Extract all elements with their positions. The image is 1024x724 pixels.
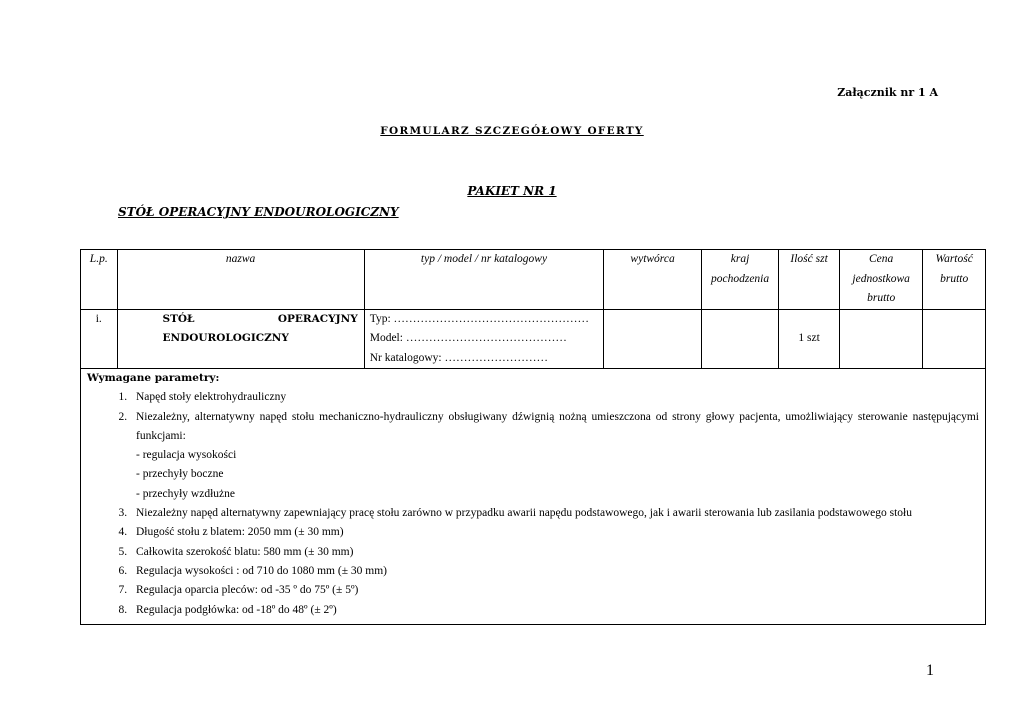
param-item: 3. Niezależny napęd alternatywny zapewniający pracę stołu zarówno w przypadku awarii napędu podstawowego, jak i awarii sterowania lub zasilania podstawowego stołu [130, 504, 979, 523]
page-number: 1 [926, 662, 934, 679]
param-item: 1. Napęd stoły elektrohydrauliczny [130, 388, 979, 407]
params-list [87, 388, 979, 620]
package-title: PAKIET NR 1 [467, 184, 557, 198]
table-row [81, 309, 986, 369]
param-item: 7. Regulacja oparcia pleców: od -35 º do 75º (± 5º) [130, 581, 979, 600]
param-item: 5. Całkowita szerokość blatu: 580 mm (± 30 mm) [130, 543, 979, 562]
params-cell [81, 369, 986, 625]
cell-wartosc [923, 309, 986, 369]
typ-field: Typ: …………………………………………… [369, 312, 590, 325]
header-typ: typ / model / nr katalogowy [364, 250, 604, 310]
table-header-row [81, 250, 986, 310]
cell-nazwa [117, 309, 364, 369]
name-word-1: STÓŁ [162, 312, 195, 325]
cell-typ [364, 309, 604, 369]
header-nazwa: nazwa [117, 250, 364, 310]
param-item [130, 408, 979, 504]
param-item: 6. Regulacja wysokości : od 710 do 1080 mm (± 30 mm) [130, 562, 979, 581]
offer-table [80, 249, 986, 625]
form-title: FORMULARZ SZCZEGÓŁOWY OFERTY [380, 125, 644, 137]
cell-wytworca [604, 309, 702, 369]
name-word-2: OPERACYJNY [277, 312, 358, 325]
header-lp: L.p. [81, 250, 118, 310]
cell-cena [839, 309, 922, 369]
cell-lp: i. [81, 309, 118, 369]
section-title: STÓŁ OPERACYJNY ENDOUROLOGICZNY [118, 205, 399, 219]
param-item: 4. Długość stołu z blatem: 2050 mm (± 30 mm) [130, 523, 979, 542]
header-wytworca: wytwórca [604, 250, 702, 310]
param-item: 8. Regulacja podgłówka: od -18º do 48º (± 2º) [130, 601, 979, 620]
header-kraj: kraj pochodzenia [701, 250, 778, 310]
name-line-2: ENDOUROLOGICZNY [162, 332, 289, 344]
attachment-label: Załącznik nr 1 A [837, 86, 938, 99]
params-title: Wymagane parametry: [87, 372, 220, 384]
cell-ilosc: 1 szt [779, 309, 840, 369]
model-field: Model: …………………………………… [369, 332, 567, 344]
param-subitem: - przechyły boczne [136, 468, 224, 481]
header-wartosc: Wartość brutto [923, 250, 986, 310]
param-text: Niezależny, alternatywny napęd stołu mechaniczno-hydrauliczny obsługiwany dźwignią nożną umieszczona od strony głowy pacjenta, umożliwiający sterowanie następującymi funkcjami: [136, 410, 979, 442]
header-ilosc: Ilość szt [779, 250, 840, 310]
header-cena: Cena jednostkowa brutto [839, 250, 922, 310]
param-subitem: - przechyły wzdłużne [136, 487, 235, 500]
catalog-number-field: Nr katalogowy: ……………………… [369, 351, 548, 364]
params-row [81, 369, 986, 625]
cell-kraj [701, 309, 778, 369]
param-subitem: - regulacja wysokości [136, 449, 237, 462]
